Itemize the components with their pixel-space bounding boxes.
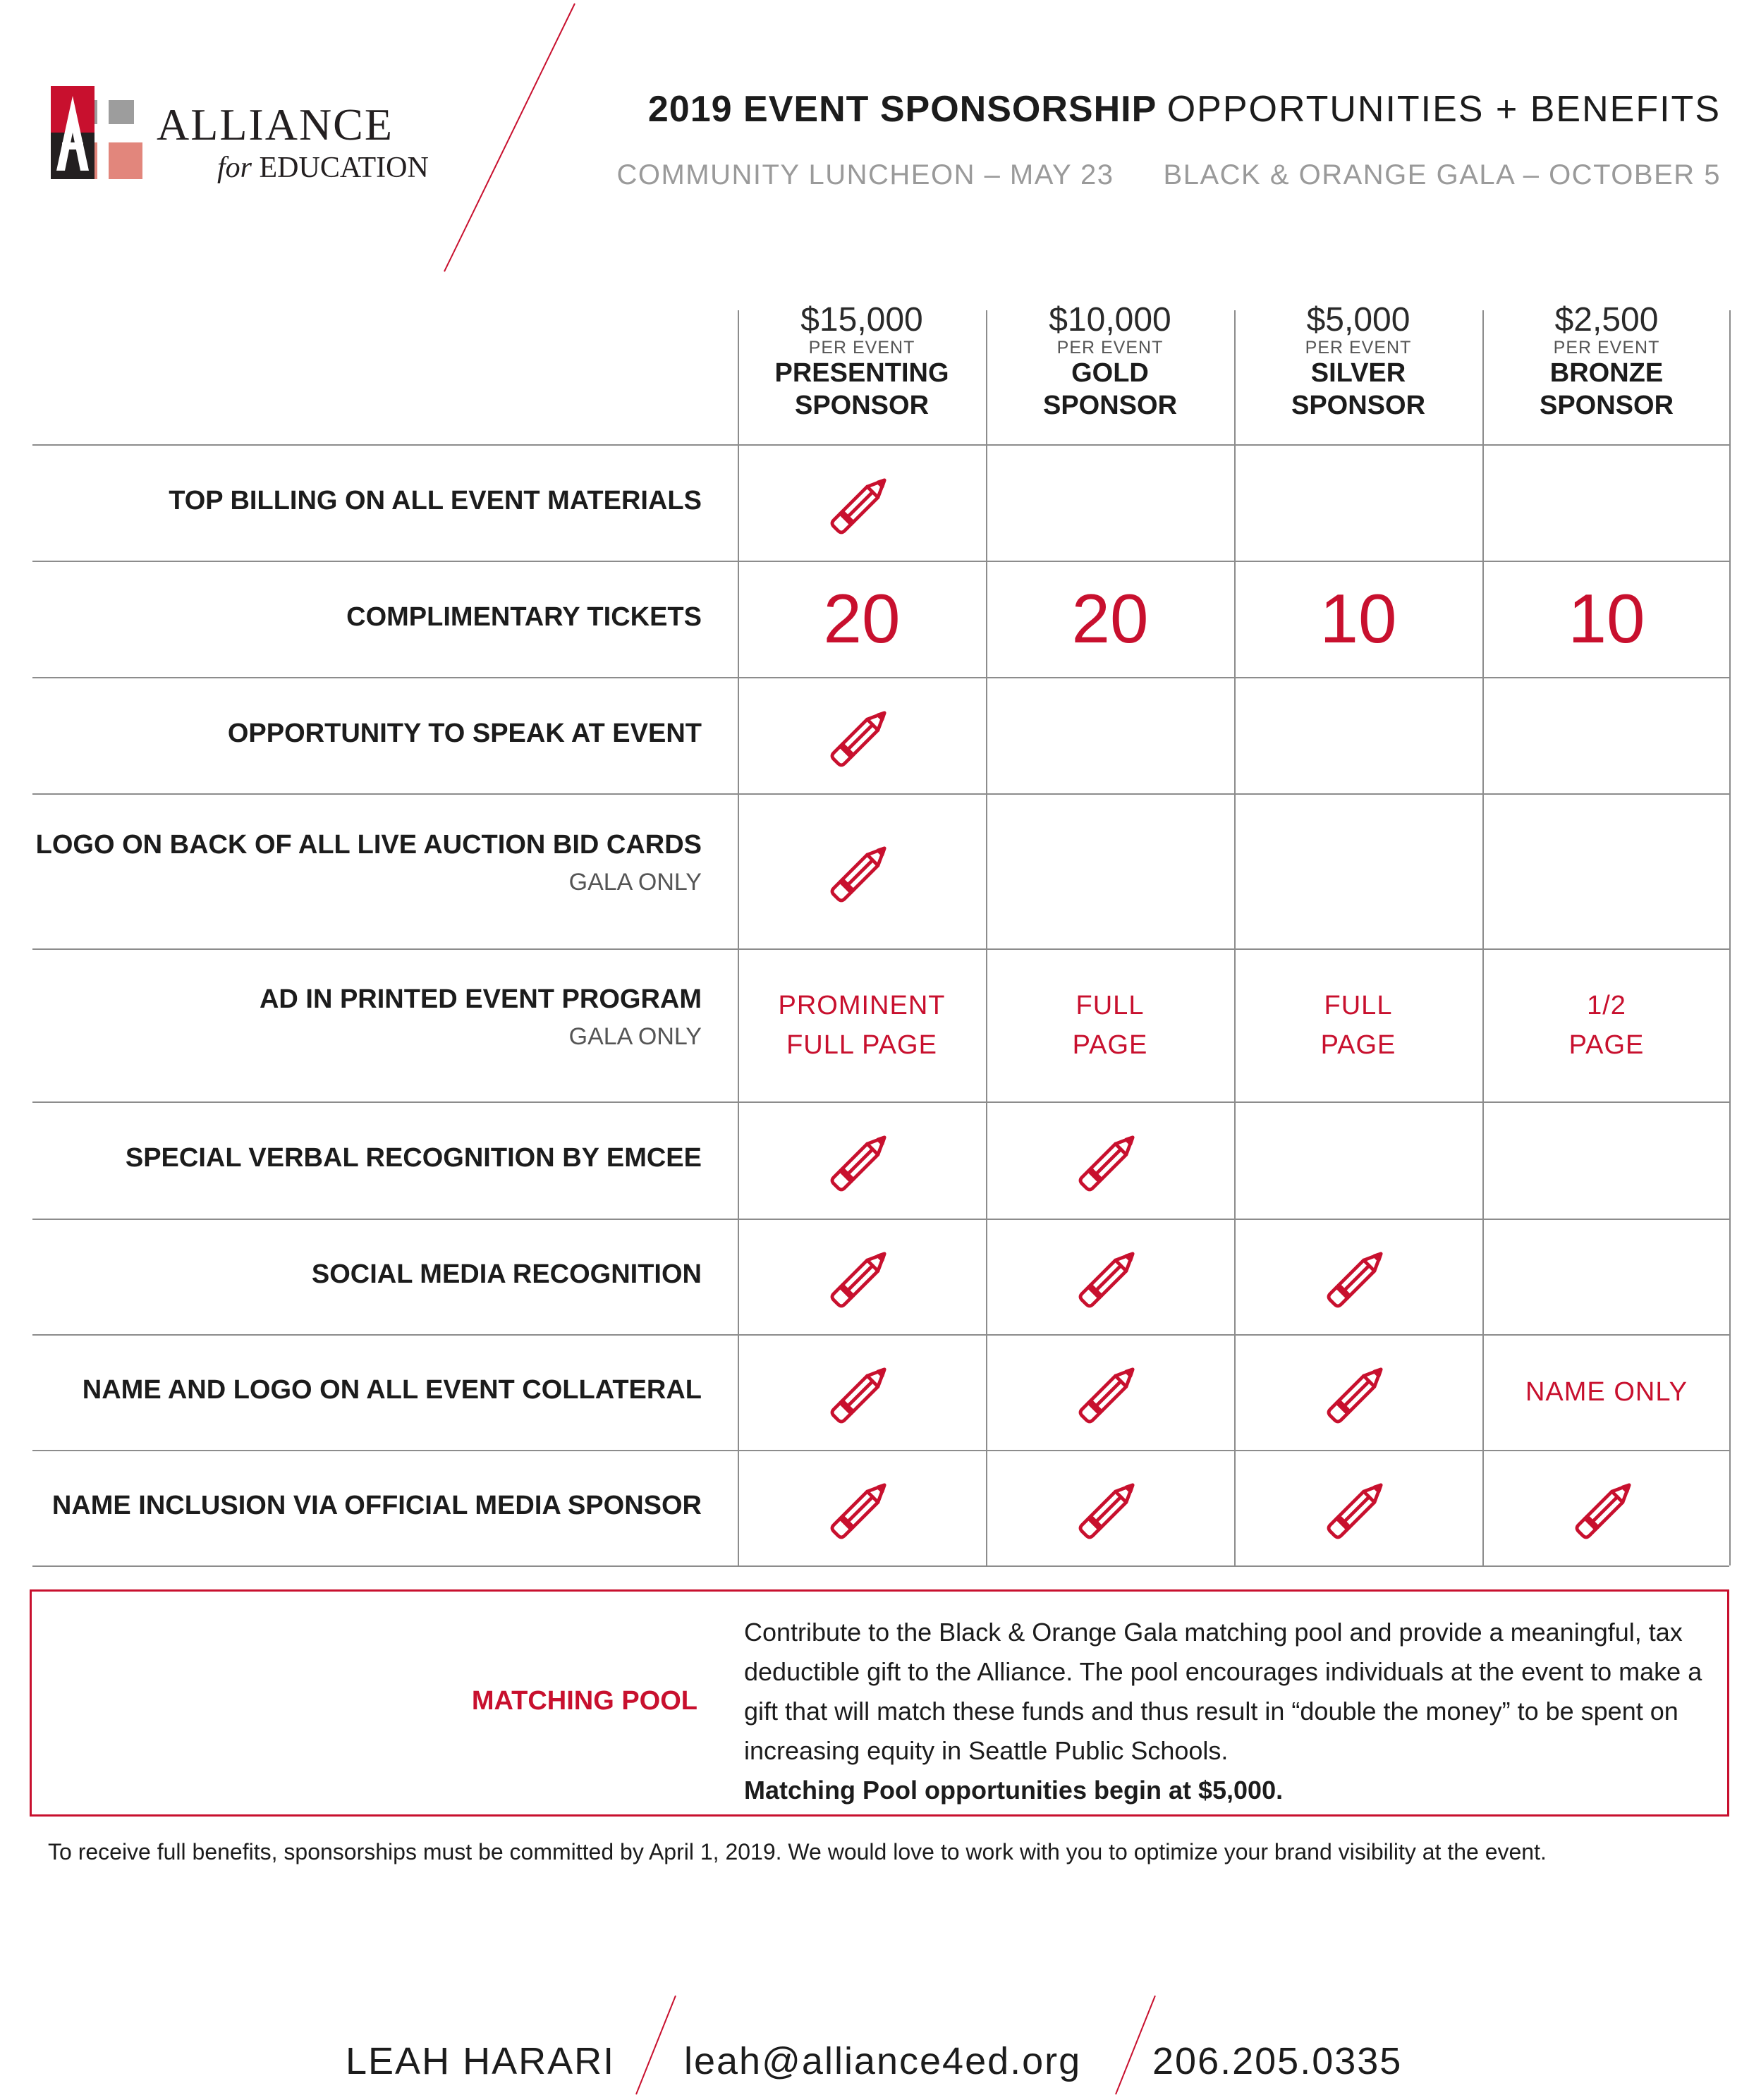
event-gala: BLACK & ORANGE GALA – OCTOBER 5	[1163, 159, 1721, 190]
benefit-cell	[1234, 1101, 1482, 1219]
pencil-check-icon	[824, 1122, 900, 1198]
ticket-count: 20	[823, 580, 901, 657]
benefit-name: NAME AND LOGO ON ALL EVENT COLLATERAL	[82, 1375, 702, 1405]
tier-name1: GOLD	[1071, 358, 1149, 388]
benefit-cell	[1482, 1450, 1731, 1565]
benefit-detail: 1/2 PAGE	[1568, 990, 1645, 1060]
pencil-check-icon	[824, 697, 900, 774]
tier-name2: SPONSOR	[794, 391, 930, 420]
tier-name1: PRESENTING	[774, 358, 949, 388]
benefit-cell	[986, 1334, 1234, 1450]
footer-divider-slash	[621, 1989, 691, 2100]
benefit-cell	[986, 1219, 1234, 1334]
benefit-detail: PROMINENT FULL PAGE	[778, 990, 946, 1060]
tier-name2: SPONSOR	[1291, 391, 1426, 420]
benefit-sublabel: GALA ONLY	[568, 869, 702, 896]
tier-per: PER EVENT	[1553, 338, 1660, 358]
ticket-count: 10	[1568, 580, 1645, 657]
pencil-check-icon	[1320, 1238, 1396, 1314]
benefit-cell	[1234, 948, 1482, 1101]
matching-pool-body: Contribute to the Black & Orange Gala matching pool and provide a meaningful, tax deductible gift to the Alliance. The pool encourages individuals at the event to make a gift that will match these funds and thus result in “double the money” to be spent on increasing equity in Seattle Public Schools.	[744, 1618, 1702, 1765]
pencil-check-icon	[824, 465, 900, 541]
pencil-check-icon	[1072, 1470, 1148, 1546]
benefit-cell	[986, 677, 1234, 793]
brand-subtitle: for EDUCATION	[217, 152, 429, 184]
tier-header	[738, 302, 986, 422]
benefit-label	[228, 719, 702, 749]
benefit-label	[52, 1491, 702, 1521]
benefit-cell	[1482, 1334, 1731, 1450]
benefit-cell	[986, 561, 1234, 677]
benefit-cell	[1482, 677, 1731, 793]
matching-pool-box	[30, 1589, 1729, 1817]
benefit-sublabel: GALA ONLY	[568, 1022, 702, 1050]
benefit-label	[126, 1143, 702, 1173]
benefit-cell	[1234, 677, 1482, 793]
benefit-name: AD IN PRINTED EVENT PROGRAM	[259, 984, 702, 1014]
benefit-label	[260, 984, 702, 1051]
benefit-cell	[1482, 444, 1731, 561]
benefit-label	[312, 1259, 702, 1290]
tier-name1: BRONZE	[1549, 358, 1664, 388]
benefit-cell	[1234, 561, 1482, 677]
pencil-check-icon	[824, 833, 900, 909]
pencil-check-icon	[824, 1354, 900, 1430]
benefit-cell	[1234, 444, 1482, 561]
pencil-check-icon	[1320, 1354, 1396, 1430]
benefit-name: OPPORTUNITY TO SPEAK AT EVENT	[227, 718, 702, 748]
benefit-cell	[738, 1450, 986, 1565]
tier-price: $5,000	[1306, 301, 1410, 338]
pencil-check-icon	[824, 1238, 900, 1314]
tier-name2: SPONSOR	[1539, 391, 1674, 420]
benefit-cell	[738, 677, 986, 793]
benefit-name: LOGO ON BACK OF ALL LIVE AUCTION BID CARDS	[35, 830, 702, 860]
benefit-label	[346, 602, 702, 633]
benefit-label	[169, 486, 702, 516]
pencil-check-icon	[1072, 1354, 1148, 1430]
benefit-cell	[1482, 793, 1731, 948]
event-luncheon: COMMUNITY LUNCHEON – MAY 23	[616, 159, 1114, 190]
benefit-name: TOP BILLING ON ALL EVENT MATERIALS	[169, 485, 702, 515]
pencil-check-icon	[1568, 1470, 1645, 1546]
benefit-cell	[986, 1101, 1234, 1219]
benefit-detail: FULL PAGE	[1320, 990, 1396, 1060]
matching-pool-text	[744, 1613, 1717, 1810]
benefit-cell	[1482, 1219, 1731, 1334]
tier-per: PER EVENT	[1305, 338, 1412, 358]
benefit-cell	[1234, 793, 1482, 948]
contact-footer	[0, 1989, 1761, 2100]
benefit-detail: NAME ONLY	[1525, 1377, 1688, 1407]
benefit-cell	[986, 793, 1234, 948]
benefit-cell	[738, 561, 986, 677]
benefit-cell	[738, 1219, 986, 1334]
benefit-name: SPECIAL VERBAL RECOGNITION BY EMCEE	[125, 1143, 702, 1173]
table-row-divider	[32, 1565, 1729, 1567]
benefit-label	[83, 1375, 702, 1405]
benefit-cell	[738, 793, 986, 948]
benefit-cell	[986, 1450, 1234, 1565]
benefit-cell	[1482, 948, 1731, 1101]
matching-pool-minimum: Matching Pool opportunities begin at $5,000.	[744, 1776, 1284, 1805]
benefit-name: SOCIAL MEDIA RECOGNITION	[311, 1259, 702, 1289]
benefit-label	[36, 830, 702, 896]
matching-pool-label: MATCHING POOL	[471, 1686, 697, 1716]
contact-name: LEAH HARARI	[346, 2040, 616, 2082]
benefit-cell	[1482, 561, 1731, 677]
pencil-check-icon	[1320, 1470, 1396, 1546]
pencil-check-icon	[824, 1470, 900, 1546]
ticket-count: 20	[1071, 580, 1149, 657]
benefit-cell	[1234, 1334, 1482, 1450]
benefit-cell	[738, 948, 986, 1101]
benefit-cell	[738, 1334, 986, 1450]
tier-price: $2,500	[1554, 301, 1659, 338]
commitment-note: To receive full benefits, sponsorships must be committed by April 1, 2019. We would love to work with you to optimize your brand visibility at the event.	[48, 1839, 1547, 1864]
tier-name1: SILVER	[1310, 358, 1406, 388]
ticket-count: 10	[1320, 580, 1397, 657]
pencil-check-icon	[1072, 1122, 1148, 1198]
benefit-cell	[1234, 1219, 1482, 1334]
contact-email[interactable]: leah@alliance4ed.org	[684, 2040, 1082, 2082]
tier-price: $15,000	[800, 301, 923, 338]
tier-header	[1234, 302, 1482, 422]
benefit-name: COMPLIMENTARY TICKETS	[346, 602, 702, 632]
benefit-cell	[738, 444, 986, 561]
page-title: 2019 EVENT SPONSORSHIP OPPORTUNITIES + BENEFITS	[647, 89, 1721, 130]
tier-name2: SPONSOR	[1042, 391, 1178, 420]
benefit-cell	[1234, 1450, 1482, 1565]
benefit-cell	[986, 444, 1234, 561]
brand-name: ALLIANCE	[157, 99, 394, 149]
benefit-cell	[986, 948, 1234, 1101]
tier-header	[1482, 302, 1731, 422]
tier-per: PER EVENT	[1056, 338, 1164, 358]
tier-header	[986, 302, 1234, 422]
tier-per: PER EVENT	[808, 338, 915, 358]
contact-phone[interactable]: 206.205.0335	[1152, 2040, 1403, 2082]
benefit-cell	[738, 1101, 986, 1219]
benefit-detail: FULL PAGE	[1072, 990, 1148, 1060]
pencil-check-icon	[1072, 1238, 1148, 1314]
benefit-cell	[1482, 1101, 1731, 1219]
tier-price: $10,000	[1049, 301, 1171, 338]
benefit-name: NAME INCLUSION VIA OFFICIAL MEDIA SPONSOR	[51, 1491, 702, 1520]
